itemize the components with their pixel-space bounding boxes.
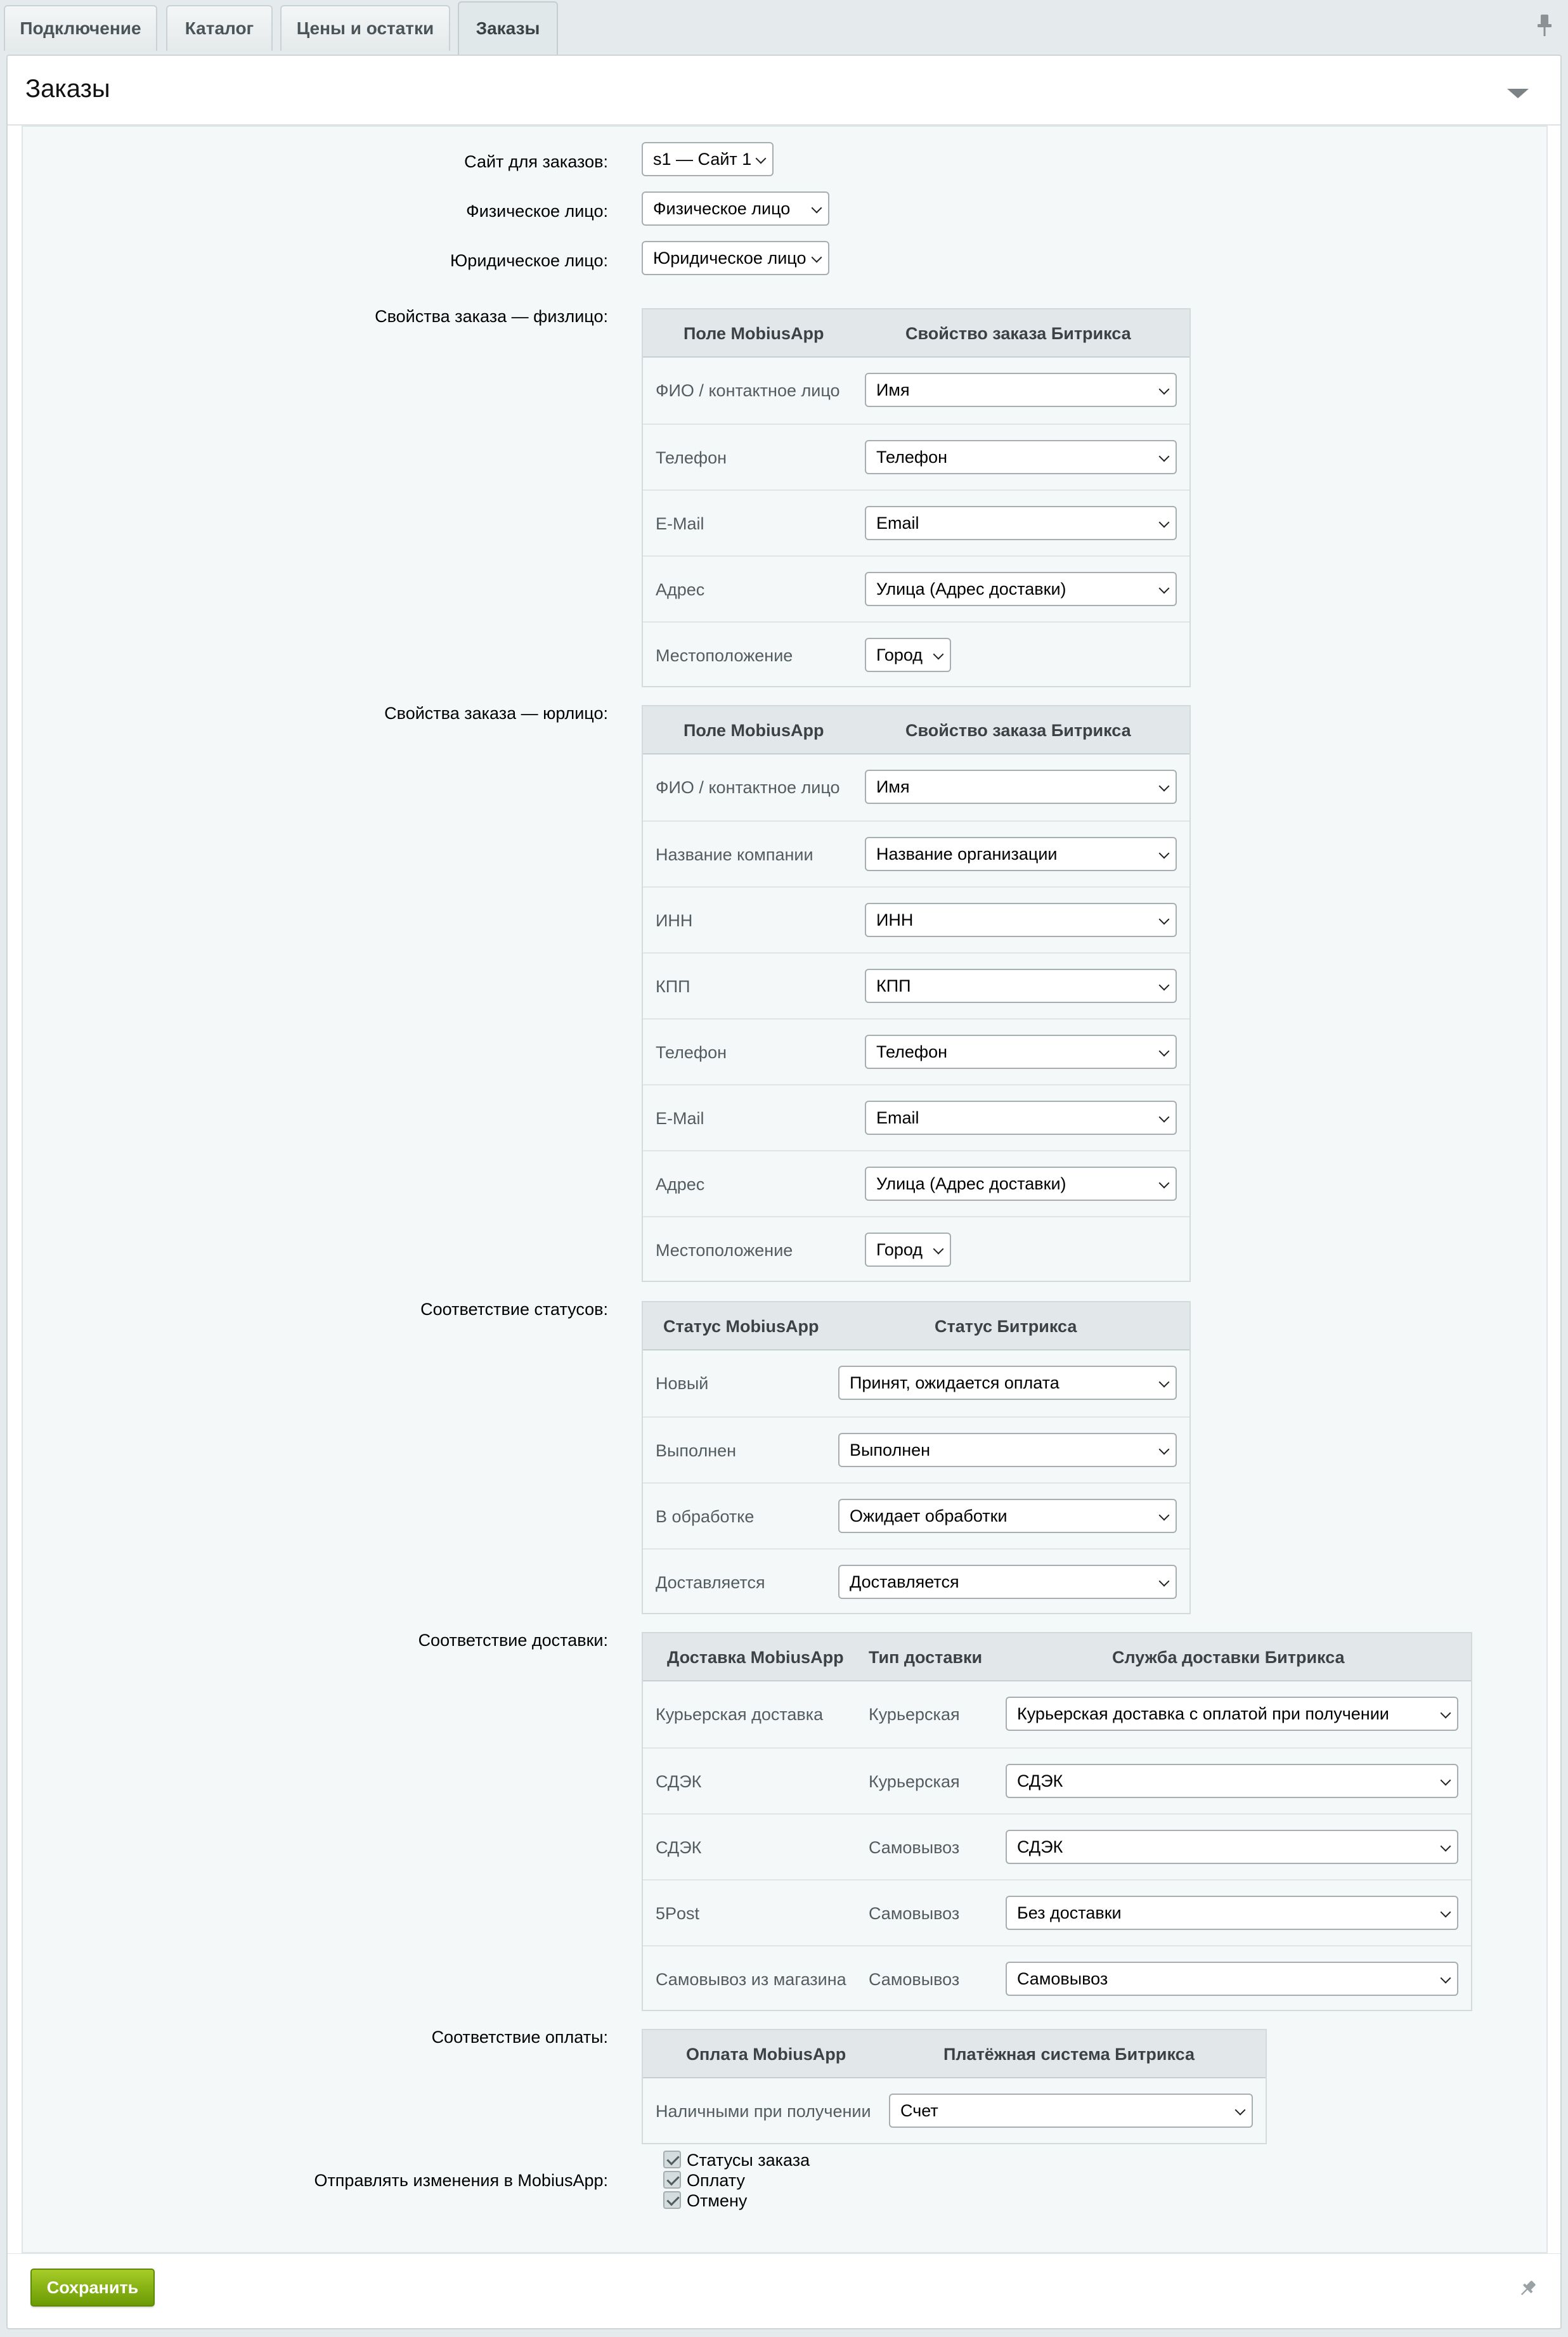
- table-header: [643, 1302, 1189, 1350]
- property-select[interactable]: Имя: [865, 373, 1177, 407]
- delivery-name: СДЭК: [656, 1837, 702, 1857]
- tab-catalog[interactable]: Каталог: [166, 5, 273, 51]
- property-select[interactable]: Email: [865, 1101, 1177, 1135]
- table-row: [643, 555, 1189, 621]
- table-row: [643, 886, 1189, 952]
- column-header: Свойство заказа Битрикса: [905, 720, 1131, 740]
- save-button[interactable]: Сохранить: [30, 2269, 155, 2307]
- delivery-type: Курьерская: [869, 1771, 960, 1791]
- props-individual-table: [642, 308, 1191, 687]
- tab-connection[interactable]: Подключение: [4, 5, 157, 51]
- table-row: [643, 1018, 1189, 1084]
- field-name: ФИО / контактное лицо: [656, 777, 840, 797]
- field-name: ФИО / контактное лицо: [656, 380, 840, 400]
- field-name: Адрес: [656, 579, 705, 599]
- delivery-type: Самовывоз: [869, 1903, 960, 1923]
- props-individual-label: Свойства заказа — физлицо:: [375, 307, 608, 326]
- column-header: Платёжная система Битрикса: [943, 2044, 1195, 2064]
- statuses-label: Соответствие статусов:: [420, 1300, 608, 1319]
- delivery-service-select[interactable]: СДЭК: [1006, 1764, 1458, 1798]
- property-select[interactable]: ИНН: [865, 903, 1177, 937]
- field-name: Адрес: [656, 1174, 705, 1194]
- settings-form: [22, 126, 1548, 2253]
- checkbox-order-statuses[interactable]: [663, 2151, 681, 2168]
- status-select[interactable]: Выполнен: [838, 1433, 1177, 1467]
- company-label: Юридическое лицо:: [450, 251, 608, 270]
- property-select[interactable]: КПП: [865, 969, 1177, 1003]
- table-header: [643, 309, 1189, 358]
- property-select[interactable]: Название организации: [865, 837, 1177, 871]
- checkbox-label: Оплату: [687, 2171, 745, 2190]
- table-row: [643, 754, 1189, 820]
- payment-name: Наличными при получении: [656, 2101, 871, 2121]
- table-row: [643, 621, 1189, 687]
- table-row: [643, 1084, 1189, 1150]
- column-header: Тип доставки: [869, 1647, 983, 1667]
- property-select[interactable]: Телефон: [865, 1035, 1177, 1069]
- checkbox-payment[interactable]: [663, 2171, 681, 2189]
- person-type-select[interactable]: Физическое лицо: [642, 191, 829, 226]
- status-select[interactable]: Принят, ожидается оплата: [838, 1366, 1177, 1400]
- property-select[interactable]: Имя: [865, 770, 1177, 804]
- table-header: [643, 1633, 1471, 1681]
- payment-system-select[interactable]: Счет: [889, 2094, 1253, 2128]
- pin-icon[interactable]: [1517, 2279, 1538, 2299]
- table-row: [643, 1482, 1189, 1548]
- table-row: [643, 1747, 1471, 1813]
- column-header: Поле MobiusApp: [684, 720, 824, 740]
- property-select[interactable]: Город: [865, 1233, 951, 1267]
- delivery-table: [642, 1632, 1472, 2011]
- table-row: [643, 820, 1189, 886]
- send-changes-label: Отправлять изменения в MobiusApp:: [314, 2171, 608, 2190]
- table-row: [643, 952, 1189, 1018]
- delivery-service-select[interactable]: СДЭК: [1006, 1830, 1458, 1864]
- field-name: Местоположение: [656, 645, 793, 665]
- column-header: Оплата MobiusApp: [686, 2044, 846, 2064]
- delivery-label: Соответствие доставки:: [418, 1631, 608, 1650]
- column-header: Поле MobiusApp: [684, 323, 824, 343]
- property-select[interactable]: Телефон: [865, 440, 1177, 474]
- column-header: Служба доставки Битрикса: [1112, 1647, 1345, 1667]
- column-header: Статус Битрикса: [935, 1316, 1077, 1336]
- column-header: Свойство заказа Битрикса: [905, 323, 1131, 343]
- table-row: [643, 1548, 1189, 1614]
- delivery-type: Самовывоз: [869, 1837, 960, 1857]
- table-row: [643, 1350, 1189, 1416]
- table-row: [643, 489, 1189, 555]
- tab-bar: [0, 0, 1568, 55]
- field-name: ИНН: [656, 910, 693, 930]
- statuses-table: [642, 1301, 1191, 1614]
- table-row: [643, 2078, 1266, 2144]
- site-select[interactable]: s1 — Сайт 1: [642, 142, 774, 176]
- table-row: [643, 424, 1189, 489]
- tab-prices-stock[interactable]: Цены и остатки: [280, 5, 450, 51]
- table-row: [643, 358, 1189, 424]
- table-row: [643, 1945, 1471, 2011]
- table-row: [643, 1879, 1471, 1945]
- orders-panel: [6, 55, 1562, 2329]
- delivery-type: Курьерская: [869, 1704, 960, 1724]
- checkbox-label: Статусы заказа: [687, 2151, 810, 2170]
- status-name: Новый: [656, 1373, 709, 1393]
- pin-icon[interactable]: [1535, 13, 1554, 38]
- checkbox-label: Отмену: [687, 2191, 748, 2210]
- delivery-name: 5Post: [656, 1903, 700, 1923]
- checkbox-cancellation[interactable]: [663, 2191, 681, 2209]
- field-name: E-Mail: [656, 1108, 704, 1128]
- status-name: Доставляется: [656, 1572, 765, 1592]
- field-name: Местоположение: [656, 1240, 793, 1260]
- delivery-service-select[interactable]: Курьерская доставка с оплатой при получении: [1006, 1697, 1458, 1731]
- table-row: [643, 1416, 1189, 1482]
- property-select[interactable]: Улица (Адрес доставки): [865, 572, 1177, 606]
- panel-title: Заказы: [25, 75, 110, 103]
- table-row: [643, 1216, 1189, 1282]
- table-row: [643, 1150, 1189, 1216]
- delivery-name: Курьерская доставка: [656, 1704, 824, 1724]
- property-select[interactable]: Email: [865, 506, 1177, 540]
- status-select[interactable]: Доставляется: [838, 1565, 1177, 1599]
- status-name: Выполнен: [656, 1440, 737, 1460]
- delivery-type: Самовывоз: [869, 1969, 960, 1989]
- table-header: [643, 2030, 1266, 2078]
- collapse-arrow-icon[interactable]: [1507, 89, 1529, 98]
- delivery-name: СДЭК: [656, 1771, 702, 1791]
- props-legal-label: Свойства заказа — юрлицо:: [384, 704, 608, 723]
- delivery-service-select[interactable]: Самовывоз: [1006, 1962, 1458, 1996]
- delivery-service-select[interactable]: Без доставки: [1006, 1896, 1458, 1930]
- property-select[interactable]: Улица (Адрес доставки): [865, 1167, 1177, 1201]
- column-header: Статус MobiusApp: [663, 1316, 819, 1336]
- site-label: Сайт для заказов:: [464, 152, 608, 171]
- field-name: Телефон: [656, 448, 727, 467]
- tab-orders[interactable]: Заказы: [458, 1, 558, 55]
- table-row: [643, 1813, 1471, 1879]
- divider: [8, 2253, 1560, 2254]
- delivery-name: Самовывоз из магазина: [656, 1969, 846, 1989]
- table-row: [643, 1681, 1471, 1747]
- field-name: Телефон: [656, 1042, 727, 1062]
- property-select[interactable]: Город: [865, 638, 951, 672]
- payment-label: Соответствие оплаты:: [431, 2028, 608, 2047]
- person-label: Физическое лицо:: [466, 202, 608, 221]
- status-name: В обработке: [656, 1506, 755, 1526]
- field-name: E-Mail: [656, 514, 704, 533]
- column-header: Доставка MobiusApp: [667, 1647, 844, 1667]
- table-header: [643, 706, 1189, 754]
- company-type-select[interactable]: Юридическое лицо: [642, 241, 829, 275]
- payment-table: [642, 2029, 1267, 2144]
- props-legal-table: [642, 705, 1191, 1282]
- field-name: Название компании: [656, 845, 813, 864]
- field-name: КПП: [656, 976, 690, 996]
- status-select[interactable]: Ожидает обработки: [838, 1499, 1177, 1533]
